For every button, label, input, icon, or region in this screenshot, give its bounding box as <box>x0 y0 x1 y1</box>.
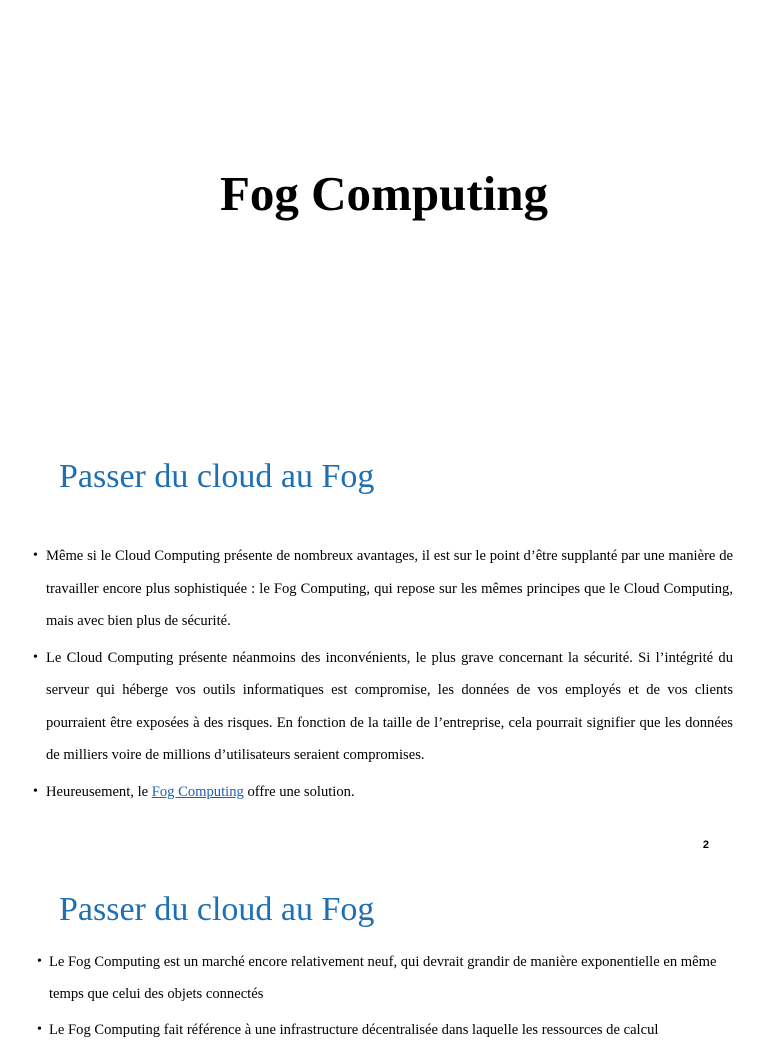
bullet-dot-icon: • <box>33 783 38 799</box>
bullet-dot-icon: • <box>37 954 42 969</box>
bullet-dot-icon: • <box>33 548 38 563</box>
presentation-title: Fog Computing <box>219 166 549 221</box>
slide-2-bullet-list <box>33 540 733 812</box>
bullet-text-before-link: Heureusement, le <box>46 783 152 800</box>
slide-3-heading: Passer du cloud au Fog <box>59 891 375 928</box>
title-slide <box>0 0 768 430</box>
bullet-item <box>33 540 733 638</box>
bullet-dot-icon: • <box>37 1022 42 1037</box>
bullet-item <box>33 776 733 809</box>
slide-3-bullet-list <box>37 946 753 1050</box>
page-number: 2 <box>702 839 709 851</box>
bullet-text: Le Fog Computing fait référence à une infrastructure décentralisée dans laquelle les ressources de calcul <box>49 1022 659 1038</box>
bullet-text: Le Cloud Computing présente néanmoins des inconvénients, le plus grave concernant la sécurité. Si l’intégrité du serveur qui héberge vos outils informatiques est compromise, les données de vos employés et de vos clients pourraient être exposées à des risques. En fonction de la taille de l’entreprise, cela pourrait signifier que les données de milliers voire de millions d’utilisateurs seraient compromises. <box>46 649 733 763</box>
slide-3 <box>0 862 768 1038</box>
bullet-dot-icon: • <box>33 649 38 665</box>
bullet-text-after-link: offre une solution. <box>243 783 355 800</box>
slide-2-heading: Passer du cloud au Fog <box>59 458 375 495</box>
fog-computing-link[interactable]: Fog Computing <box>151 783 244 800</box>
slide-2 <box>0 430 768 862</box>
bullet-text: Même si le Cloud Computing présente de nombreux avantages, il est sur le point d’être supplanté par une manière de travailler encore plus sophistiquée : le Fog Computing, qui repose sur les mêmes principes que le Cloud Computing, mais avec bien plus de sécurité. <box>46 548 733 629</box>
bullet-item <box>37 1014 753 1046</box>
bullet-item <box>33 642 733 772</box>
bullet-text: Le Fog Computing est un marché encore relativement neuf, qui devrait grandir de manière exponentielle en même temps que celui des objets connectés <box>49 954 717 1002</box>
bullet-item <box>37 946 753 1010</box>
